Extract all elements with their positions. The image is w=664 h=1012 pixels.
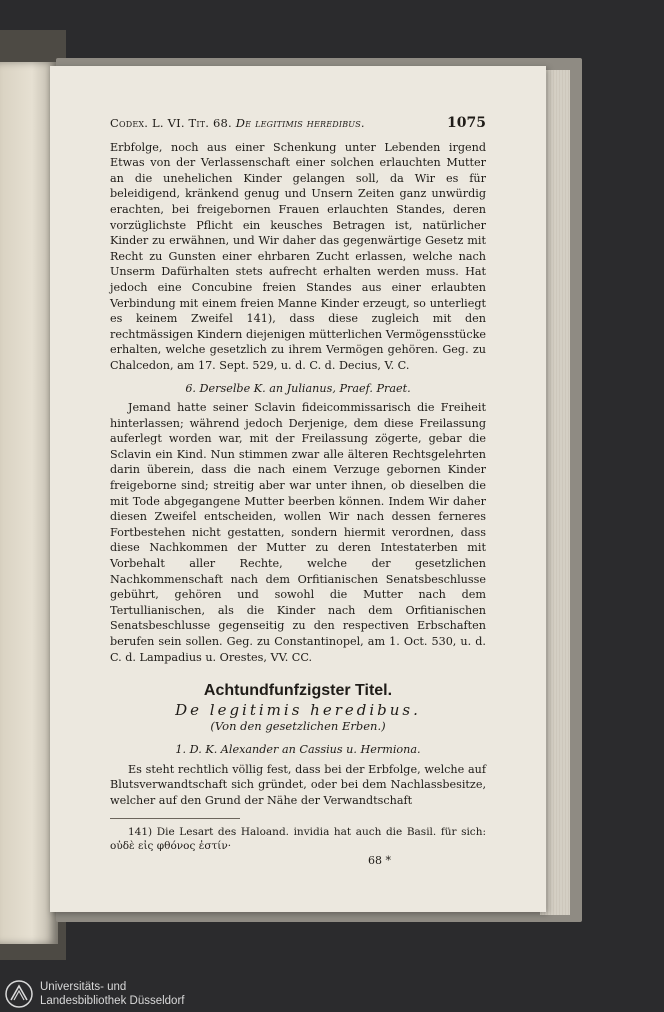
library-name-line-2: Landesbibliothek Düsseldorf bbox=[40, 995, 185, 1007]
library-name bbox=[40, 980, 184, 1008]
footnote-rule bbox=[110, 818, 240, 819]
page-number: 1075 bbox=[447, 115, 486, 131]
section-6-heading: 6. Derselbe K. an Julianus, Praef. Praet. bbox=[185, 381, 411, 395]
running-header bbox=[110, 116, 486, 132]
running-title bbox=[110, 116, 365, 132]
title-german: (Von den gesetzlichen Erben.) bbox=[210, 719, 386, 734]
library-name-line-1: Universitäts- und bbox=[40, 981, 127, 993]
library-logo-icon bbox=[4, 979, 34, 1009]
section-1-heading: 1. D. K. Alexander an Cassius u. Hermiona. bbox=[175, 742, 421, 756]
page-content bbox=[110, 116, 486, 869]
footnote-141: 141) Die Lesart des Haloand. invidia hat auch die Basil. für sich: οὐδὲ εἰς φθόνος ἐστίν· bbox=[110, 826, 486, 853]
library-footer bbox=[0, 975, 664, 1012]
book-page bbox=[50, 66, 546, 912]
signature-mark: 68 * bbox=[368, 854, 391, 868]
running-title-italic: De legitimis heredibus. bbox=[235, 116, 365, 130]
title-latin: De legitimis heredibus. bbox=[175, 700, 421, 719]
paragraph-continuation: Erbfolge, noch aus einer Schenkung unter Lebenden irgend Etwas von der Verlassenschaft einer solchen erlauchten Mutter an die unehelichen Kinder gelangen soll, da Wir es für beleidigend, kränkend genug und Unsern Zeiten ganz unwürdig erachten, bei freigebornen Frauen erlauchten Standes, deren vorzüglichste Pflicht ein keusches Betragen ist, natürlicher Kinder zu erwähnen, und Wir daher das gegenwärtige Gesetz mit Recht zu Gunsten einer ehrbaren Zucht erlassen, welche nach Unserm Dafürhalten stets aufrecht erhalten werden muss. Hat jedoch eine Concubine freien Standes aus einer erlaubten Verbindung mit einem freien Manne Kinder erzeugt, so unterliegt es keinem Zweifel 141), dass diese zugleich mit den rechtmässigen Kindern diejenigen mütterlichen Vermögensstücke erhalten, welche gesetzlich zu ihrem Vermögen gehören. Geg. zu Chalcedon, am 17. Sept. 529, u. d. C. d. Decius, V. C. bbox=[110, 140, 486, 372]
paragraph-section-1: Es steht rechtlich völlig fest, dass bei der Erbfolge, welche auf Blutsverwandtschaft sich gründet, oder bei dem Nachlassbesitze, welcher auf den Grund der Nähe der Verwandtschaft bbox=[110, 762, 486, 807]
paragraph-section-6: Jemand hatte seiner Sclavin fideicommissarisch die Freiheit hinterlassen; während jedoch Derjenige, dem diese Freilassung auferlegt worden war, mit der Freilassung zögerte, gebar die Sclavin ein Kind. Nun stimmen zwar alle älteren Rechtsgelehrten darin überein, dass die nach einem Verzuge gebornen Kinder freigeborne sind; streitig aber war unter ihnen, ob dieselben die mit Tode abgegangene Mutter beerben können. Indem Wir daher diesen Zweifel entscheiden, wollen Wir nach dessen ferneres Fortbestehen nicht gestatten, sondern hiermit verordnen, dass diese Nachkommen der Mutter zu deren Intestaterben mit Vorbehalt aller Rechte, welche der gesetzlichen Nachkommenschaft nach dem Orfitianischen Senatsbeschlusse gebührt, gehören und sowohl die Mutter nach dem Tertullianischen, als die Kinder nach dem Orfitianischen Senatsbeschlusse gegenseitig zu den respectiven Erbschaften berufen sein sollen. Geg. zu Constantinopel, am 1. Oct. 530, u. d. C. d. Lampadius u. Orestes, VV. CC. bbox=[110, 401, 486, 664]
title-heading: Achtundfunfzigster Titel. bbox=[203, 682, 393, 700]
running-title-text: Codex. L. VI. Tit. 68. bbox=[110, 116, 232, 130]
